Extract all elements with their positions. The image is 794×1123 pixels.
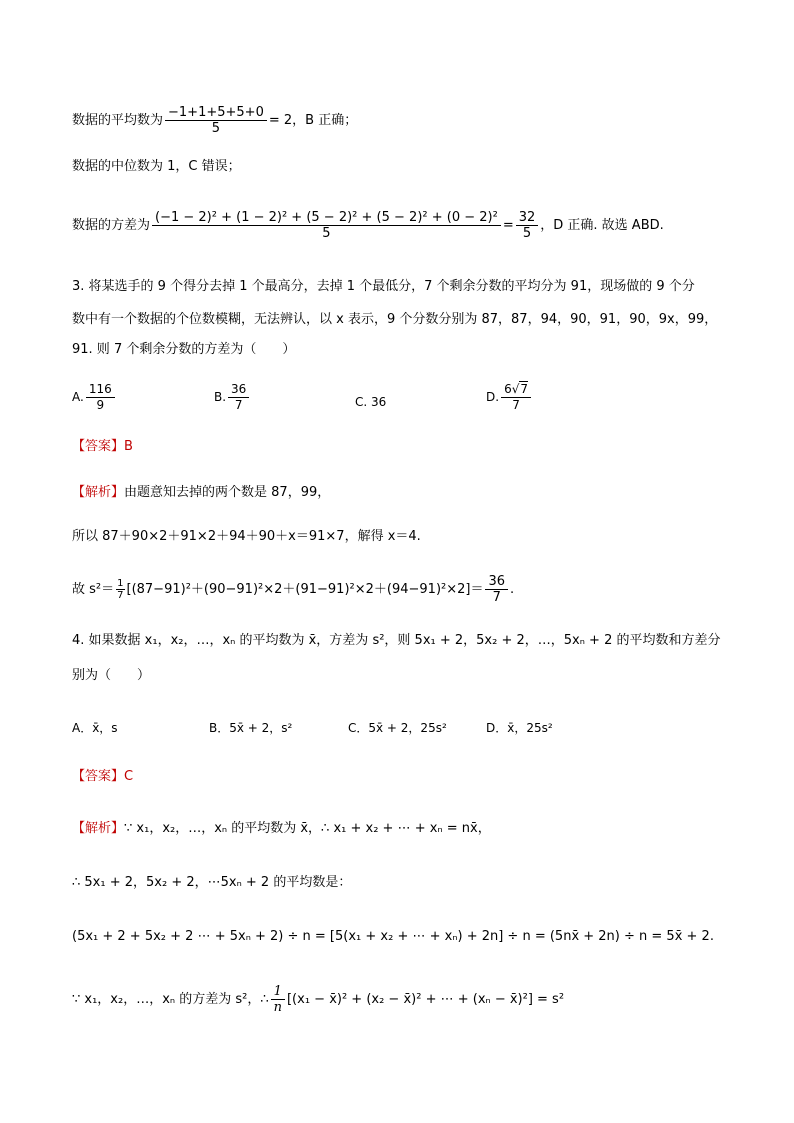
q3-analysis-frac [116, 578, 124, 601]
mean-numerator: −1+1+5+5+0 [165, 105, 267, 121]
q3-option-b-num: 36 [228, 382, 249, 398]
median-text: 数据的中位数为 1，C 错误； [72, 159, 241, 174]
q4-analysis-line2: ∴ 5x₁ + 2，5x₂ + 2，⋯5xₙ + 2 的平均数是： [72, 875, 352, 890]
q4-analysis-frac-den: n [273, 1000, 282, 1015]
q3-option-d-radicand: 7 [520, 382, 528, 396]
q3-option-a-den: 9 [96, 398, 105, 412]
q3-option-a-label: A. [72, 390, 84, 404]
q3-option-d-label: D. [486, 390, 500, 404]
q4-analysis-line3: (5x₁ + 2 + 5x₂ + 2 ⋯ + 5xₙ + 2) ÷ n = [5(x₁ + x₂ + ⋯ + xₙ) + 2n] ÷ n = (5nx̄ + 2n) ÷ n = 5x̄ + 2. [72, 929, 714, 944]
q3-answer-value: B [124, 439, 133, 454]
mean-label: 数据的平均数为 [72, 113, 164, 128]
variance-line [72, 210, 664, 241]
q3-answer [72, 438, 133, 456]
q3-line2: 数中有一个数据的个位数模糊，无法辨认，以 x 表示，9 个分数分别为 87，87，94，90，91，90，9x，99， [72, 312, 718, 327]
variance-eq: = [502, 218, 514, 233]
q3-analysis-result [485, 574, 508, 605]
q4-answer [72, 768, 133, 786]
q3-analysis-frac-num: 1 [117, 578, 124, 589]
q4-options [72, 719, 722, 739]
q3-line3: 91. 则 7 个剩余分数的方差为（ ） [72, 342, 296, 357]
variance-label: 数据的方差为 [72, 218, 151, 233]
q3-option-d-num: 6√7 [501, 382, 531, 398]
q4-answer-tag: 【答案】 [72, 769, 125, 784]
mean-denominator: 5 [211, 121, 221, 136]
q3-option-b-den: 7 [234, 398, 243, 412]
variance-result-num: 32 [516, 210, 539, 226]
mean-line [72, 105, 357, 136]
q4-analysis-tag: 【解析】 [72, 821, 125, 836]
q3-option-b-label: B. [214, 390, 227, 404]
q3-analysis-end: . [510, 582, 515, 597]
q4-analysis-frac-num: 1 [271, 984, 285, 1000]
q3-analysis-tag: 【解析】 [72, 485, 125, 500]
q4-option-c[interactable]: C．5x̄ + 2，25s² [348, 721, 447, 735]
q3-options [72, 382, 722, 422]
q3-option-d-coef: 6 [504, 382, 512, 396]
q4-answer-value: C [124, 769, 134, 784]
q3-option-d-frac [501, 382, 531, 413]
variance-tail: ，D 正确. 故选 ABD. [540, 218, 664, 233]
variance-result-den: 5 [522, 226, 532, 241]
q3-option-b[interactable] [214, 382, 251, 413]
q3-option-c[interactable]: C. 36 [355, 395, 387, 409]
q4-line1: 4. 如果数据 x₁，x₂，…，xₙ 的平均数为 x̄，方差为 s²，则 5x₁ + 2，5x₂ + 2，…，5xₙ + 2 的平均数和方差分 [72, 633, 721, 648]
q4-analysis-line1 [72, 820, 491, 838]
q3-analysis-result-den: 7 [492, 590, 501, 605]
q4-analysis-frac [271, 984, 285, 1015]
q3-analysis-s2: 故 s²＝ [72, 582, 115, 597]
q3-analysis-frac-den: 7 [117, 590, 124, 601]
q4-analysis-sum: [(x₁ − x̄)² + (x₂ − x̄)² + ⋯ + (xₙ − x̄)²] = s² [286, 992, 565, 1007]
q3-answer-tag: 【答案】 [72, 439, 125, 454]
q3-analysis-result-num: 36 [485, 574, 508, 590]
q3-analysis-text1: 由题意知去掉的两个数是 87，99， [124, 485, 331, 500]
q4-analysis-text1: ∵ x₁，x₂，…，xₙ 的平均数为 x̄，∴ x₁ + x₂ + ⋯ + xₙ = nx̄， [124, 821, 491, 836]
variance-result [516, 210, 539, 241]
q4-option-b[interactable]: B．5x̄ + 2，s² [209, 721, 293, 735]
variance-denominator: 5 [322, 226, 331, 241]
q3-option-b-frac [228, 382, 249, 413]
q4-option-a[interactable]: A．x̄，s [72, 721, 118, 735]
q3-analysis-line3 [72, 574, 514, 605]
q3-option-a-num: 116 [86, 382, 115, 398]
q3-option-d-den: 7 [512, 398, 520, 412]
mean-tail: = 2，B 正确； [268, 113, 358, 128]
q3-analysis-sum: [(87−91)²＋(90−91)²×2＋(91−91)²×2＋(94−91)²×2]＝ [126, 582, 484, 597]
mean-fraction [165, 105, 267, 136]
variance-numerator: (−1 − 2)² + (1 − 2)² + (5 − 2)² + (5 − 2)² + (0 − 2)² [152, 210, 501, 226]
q4-option-d[interactable]: D．x̄，25s² [486, 721, 553, 735]
q3-line1: 3. 将某选手的 9 个得分去掉 1 个最高分，去掉 1 个最低分，7 个剩余分数的平均分为 91，现场做的 9 个分 [72, 279, 695, 294]
q3-option-d[interactable] [486, 382, 533, 413]
q4-line2: 别为（ ） [72, 668, 151, 683]
median-line [72, 158, 241, 176]
q3-analysis-line2: 所以 87＋90×2＋91×2＋94＋90＋x＝91×7，解得 x＝4. [72, 529, 421, 544]
q3-option-a-frac [86, 382, 115, 413]
q4-analysis-text4: ∵ x₁，x₂，…，xₙ 的方差为 s²，∴ [72, 992, 269, 1007]
q3-analysis-line1 [72, 484, 330, 502]
q3-option-a[interactable] [72, 382, 117, 413]
q4-analysis-line4 [72, 984, 564, 1015]
variance-fraction [152, 210, 501, 241]
